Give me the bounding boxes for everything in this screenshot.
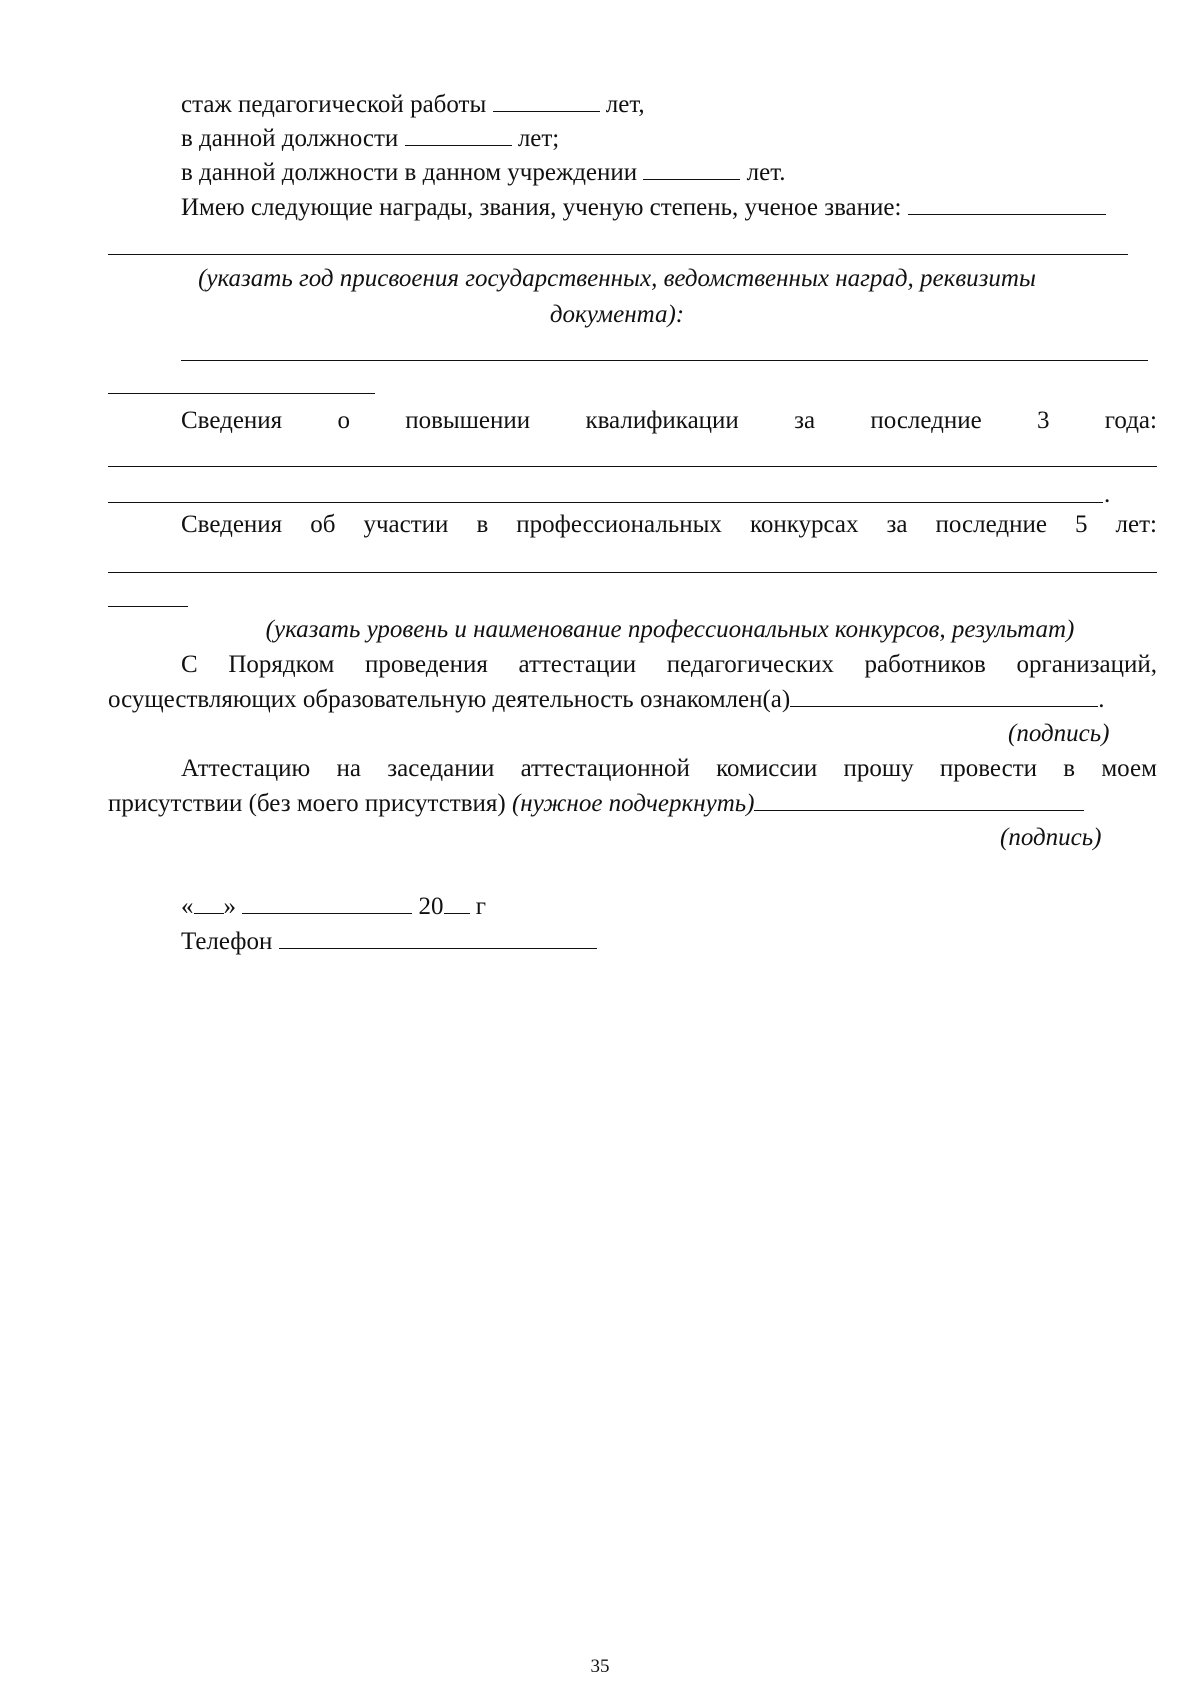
attestation-word: комиссии bbox=[716, 755, 818, 782]
institution-experience-suffix: лет. bbox=[746, 159, 786, 186]
awards-blank-line[interactable] bbox=[108, 254, 1128, 255]
contests-word: 5 bbox=[1075, 511, 1088, 538]
procedure-word: Порядком bbox=[228, 651, 335, 678]
procedure-word: проведения bbox=[364, 651, 488, 678]
ped-experience-blank[interactable] bbox=[493, 110, 600, 112]
attestation-word: на bbox=[336, 755, 361, 782]
qualification-blank-1[interactable] bbox=[108, 466, 1157, 467]
position-experience-line bbox=[181, 126, 559, 151]
attestation-line2 bbox=[108, 791, 1084, 816]
qualification-word: Сведения bbox=[181, 407, 283, 434]
position-experience-suffix: лет; bbox=[517, 125, 560, 152]
procedure-word: организаций, bbox=[1016, 651, 1157, 678]
contests-hint: (указать уровень и наименование профессиональных конкурсов, результат) bbox=[265, 616, 1075, 643]
procedure-line2 bbox=[108, 687, 1104, 712]
contests-heading bbox=[181, 512, 1157, 537]
qualification-word: за bbox=[794, 407, 816, 434]
institution-experience-line bbox=[181, 160, 786, 185]
procedure-signature-label: (подпись) bbox=[1008, 720, 1110, 747]
awards-hint-line2: документа): bbox=[549, 301, 685, 328]
attestation-line2-text: присутствии (без моего присутствия) bbox=[108, 790, 506, 817]
institution-experience-label: в данной должности в данном учреждении bbox=[181, 159, 638, 186]
contests-blank-1[interactable] bbox=[108, 572, 1157, 573]
qualification-word: квалификации bbox=[585, 407, 739, 434]
phone-blank[interactable] bbox=[279, 947, 597, 949]
date-year-suffix: г bbox=[475, 893, 487, 920]
phone-line bbox=[181, 929, 597, 954]
ped-experience-label: стаж педагогической работы bbox=[181, 91, 487, 118]
date-year-blank[interactable] bbox=[444, 912, 470, 914]
awards-label: Имею следующие награды, звания, ученую степень, ученое звание: bbox=[181, 194, 902, 221]
position-experience-label: в данной должности bbox=[181, 125, 399, 152]
attestation-word: моем bbox=[1101, 755, 1157, 782]
attestation-word: прошу bbox=[843, 755, 914, 782]
qualification-word: о bbox=[337, 407, 350, 434]
procedure-word: С bbox=[181, 651, 198, 678]
awards-document-blank[interactable] bbox=[181, 360, 1148, 361]
attestation-signature-blank[interactable] bbox=[754, 809, 1084, 811]
contests-blank-2[interactable] bbox=[108, 606, 188, 607]
awards-blank[interactable] bbox=[908, 213, 1106, 215]
ped-experience-suffix: лет, bbox=[605, 91, 645, 118]
contests-word: Сведения bbox=[181, 511, 283, 538]
awards-hint-line1: (указать год присвоения государственных, ведомственных наград, реквизиты bbox=[198, 265, 1036, 292]
date-line bbox=[181, 894, 486, 919]
page-number: 35 bbox=[590, 1656, 610, 1677]
procedure-line1 bbox=[181, 652, 1157, 677]
awards-line bbox=[181, 195, 1106, 220]
contests-word: за bbox=[886, 511, 908, 538]
attestation-line1 bbox=[181, 756, 1157, 781]
procedure-word: аттестации bbox=[518, 651, 637, 678]
procedure-line2-text: осуществляющих образовательную деятельность ознакомлен(а) bbox=[108, 686, 791, 713]
date-month-blank[interactable] bbox=[242, 912, 412, 914]
date-open-quote: « bbox=[181, 893, 194, 920]
procedure-word: работников bbox=[864, 651, 986, 678]
qualification-end-dot: . bbox=[1104, 481, 1111, 508]
attestation-line2-note: (нужное подчеркнуть) bbox=[511, 790, 755, 817]
attestation-word: в bbox=[1063, 755, 1076, 782]
attestation-word: заседании bbox=[387, 755, 495, 782]
contests-word: участии bbox=[363, 511, 449, 538]
qualification-heading bbox=[181, 408, 1157, 433]
qualification-word: повышении bbox=[405, 407, 531, 434]
procedure-line2-end: . bbox=[1098, 686, 1105, 713]
qualification-blank-2[interactable] bbox=[108, 502, 1103, 503]
qualification-word: 3 bbox=[1037, 407, 1050, 434]
ped-experience-line bbox=[181, 92, 645, 117]
procedure-signature-blank[interactable] bbox=[790, 705, 1098, 707]
attestation-word: Аттестацию bbox=[181, 755, 311, 782]
contests-word: в bbox=[476, 511, 489, 538]
attestation-word: провести bbox=[939, 755, 1038, 782]
awards-document-blank-short[interactable] bbox=[108, 393, 375, 394]
procedure-word: педагогических bbox=[666, 651, 834, 678]
date-day-blank[interactable] bbox=[194, 912, 224, 914]
qualification-word: последние bbox=[870, 407, 982, 434]
contests-word: об bbox=[310, 511, 336, 538]
attestation-signature-label: (подпись) bbox=[1000, 824, 1102, 851]
position-experience-blank[interactable] bbox=[405, 144, 512, 146]
date-close-quote: » bbox=[223, 893, 236, 920]
contests-word: профессиональных bbox=[516, 511, 722, 538]
date-year-prefix: 20 bbox=[418, 893, 444, 920]
contests-word: последние bbox=[935, 511, 1047, 538]
institution-experience-blank[interactable] bbox=[643, 178, 740, 180]
contests-word: конкурсах bbox=[749, 511, 859, 538]
qualification-word: года: bbox=[1104, 407, 1157, 434]
attestation-word: аттестационной bbox=[520, 755, 690, 782]
phone-label: Телефон bbox=[181, 928, 273, 955]
contests-word: лет: bbox=[1115, 511, 1157, 538]
